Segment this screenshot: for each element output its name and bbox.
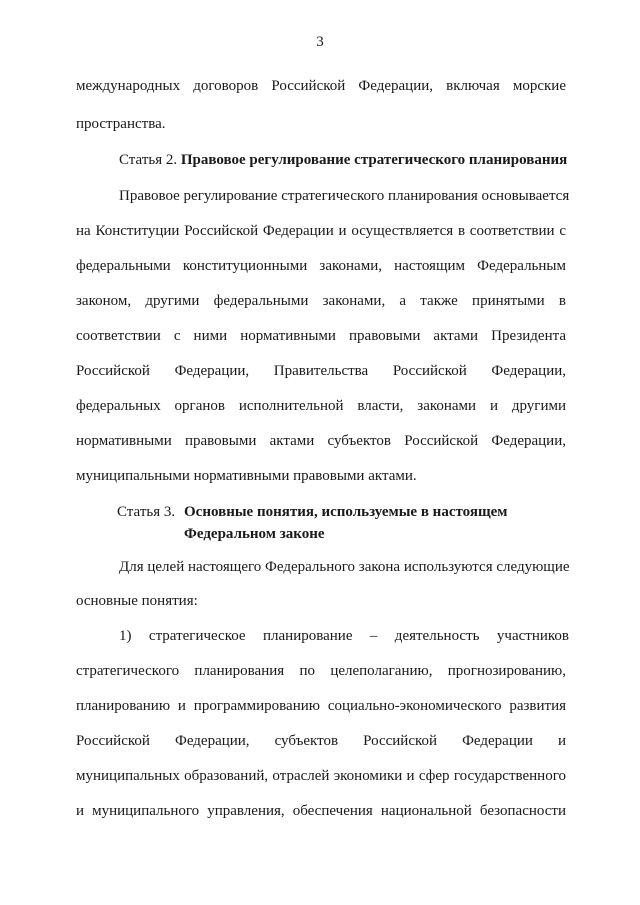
text-line: федеральных органов исполнительной власти, законами и другими — [76, 398, 566, 414]
text-line: соответствии с ними нормативными правовыми актами Президента — [76, 328, 566, 344]
list-item: 1) стратегическое планирование – деятельность участников — [119, 628, 569, 644]
text-line: планированию и программированию социально-экономического развития — [76, 698, 566, 714]
text-line: международных договоров Российской Федерации, включая морские — [76, 78, 566, 94]
text-line: муниципальными нормативными правовыми актами. — [76, 468, 417, 484]
text-line: нормативными правовыми актами субъектов Российской Федерации, — [76, 433, 566, 449]
text-line: на Конституции Российской Федерации и осуществляется в соответствии с — [76, 223, 566, 239]
text-line: основные понятия: — [76, 593, 198, 609]
text-line: и муниципального управления, обеспечения национальной безопасности — [76, 803, 566, 819]
article-title-line: Основные понятия, используемые в настоящем — [184, 504, 508, 520]
text-line: стратегического планирования по целеполаганию, прогнозированию, — [76, 663, 566, 679]
text-line: пространства. — [76, 116, 166, 132]
text-line: федеральными конституционными законами, настоящим Федеральным — [76, 258, 566, 274]
text-line: муниципальных образований, отраслей экономики и сфер государственного — [76, 768, 566, 784]
text-line: Российской Федерации, субъектов Российской Федерации и — [76, 733, 566, 749]
article-title: Правовое регулирование стратегического планирования — [180, 152, 568, 168]
text-line: Правовое регулирование стратегического планирования основывается — [119, 188, 570, 204]
article-label: Статья 2. — [119, 152, 178, 168]
article-label: Статья 3. — [117, 504, 176, 520]
article-title-line: Федеральном законе — [184, 526, 325, 542]
page-number: 3 — [316, 34, 324, 50]
text-line: законом, другими федеральными законами, а также принятыми в — [76, 293, 566, 309]
text-line: Для целей настоящего Федерального закона используются следующие — [119, 559, 570, 575]
text-line: Российской Федерации, Правительства Российской Федерации, — [76, 363, 566, 379]
article-2-heading — [119, 150, 569, 170]
